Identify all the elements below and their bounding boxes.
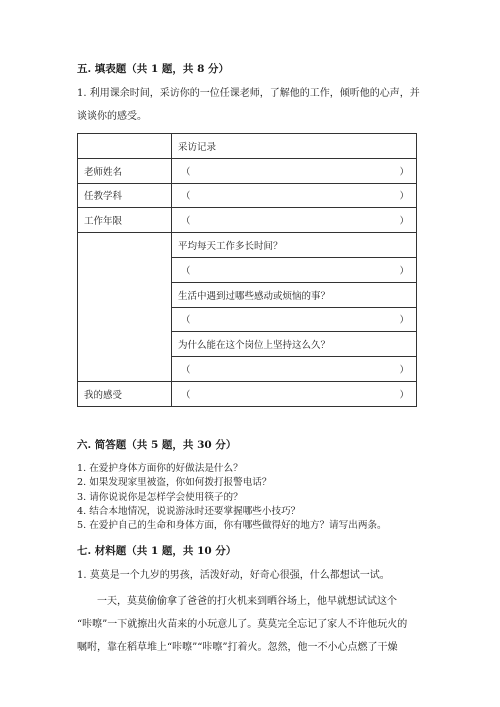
list-item: 5. 在爱护自己的生命和身体方面，你有哪些做得好的地方？请写出两条。 [77, 520, 387, 532]
subject-label: 任教学科 [78, 183, 172, 208]
table-row [78, 381, 417, 406]
work-years-label: 工作年限 [78, 208, 172, 233]
passage-line-3: 嘱咐，靠在稻草堆上“咔嚓”“咔嚓”打着火。忽然，他一不小心点燃了干燥 [77, 642, 398, 653]
section-5-title: 五. 填表题（共 1 题，共 8 分） [77, 63, 230, 75]
table-row [78, 208, 417, 233]
my-feeling-label: 我的感受 [78, 381, 172, 406]
question-1-line-2: 谈谈你的感受。 [77, 111, 147, 122]
material-question-1: 1. 莫莫是一个九岁的男孩，活泼好动，好奇心很强，什么都想试一试。 [77, 570, 390, 581]
list-item: 4. 结合本地情况，说说游泳时还要掌握哪些小技巧？ [77, 505, 301, 517]
my-feeling-field[interactable]: （ ） [172, 381, 417, 406]
list-item: 3. 请你说说你是怎样学会使用筷子的？ [77, 491, 243, 503]
table-header: 采访记录 [172, 134, 417, 159]
work-hours-answer-field[interactable]: （ ） [172, 257, 417, 282]
interview-record-table [77, 133, 417, 407]
section-6-title: 六. 简答题（共 5 题，共 30 分） [77, 439, 237, 451]
table-cell-empty-merged [78, 233, 172, 382]
table-row [78, 134, 417, 159]
persistence-answer-field[interactable]: （ ） [172, 357, 417, 382]
section-7-title: 七. 材料题（共 1 题，共 10 分） [77, 545, 237, 557]
list-item: 1. 在爱护身体方面你的好做法是什么？ [77, 463, 243, 474]
question-1-line-1: 1. 利用课余时间，采访你的一位任课老师，了解他的工作，倾听他的心声，并 [77, 88, 420, 99]
question-persistence: 为什么能在这个岗位上坚持这么久？ [172, 332, 417, 357]
passage-line-2: “咔嚓”一下就擦出火苗来的小玩意儿了。莫莫完全忘记了家人不许他玩火的 [77, 619, 408, 630]
teacher-name-field[interactable]: （ ） [172, 158, 417, 183]
material-passage [77, 590, 432, 659]
list-item: 2. 如果发现家里被盗，你如何拨打报警电话？ [77, 477, 272, 489]
touching-events-answer-field[interactable]: （ ） [172, 307, 417, 332]
question-touching-events: 生活中遇到过哪些感动或烦恼的事？ [172, 282, 417, 307]
passage-line-1: 一天，莫莫偷偷拿了爸爸的打火机来到晒谷场上，他早就想试试这个 [97, 596, 397, 607]
short-answer-list [77, 462, 387, 533]
table-row [78, 233, 417, 258]
teacher-name-label: 老师姓名 [78, 158, 172, 183]
question-1-text [77, 82, 432, 128]
question-work-hours: 平均每天工作多长时间？ [172, 233, 417, 258]
work-years-field[interactable]: （ ） [172, 208, 417, 233]
table-row [78, 183, 417, 208]
subject-field[interactable]: （ ） [172, 183, 417, 208]
table-row [78, 158, 417, 183]
table-cell-empty [78, 134, 172, 159]
